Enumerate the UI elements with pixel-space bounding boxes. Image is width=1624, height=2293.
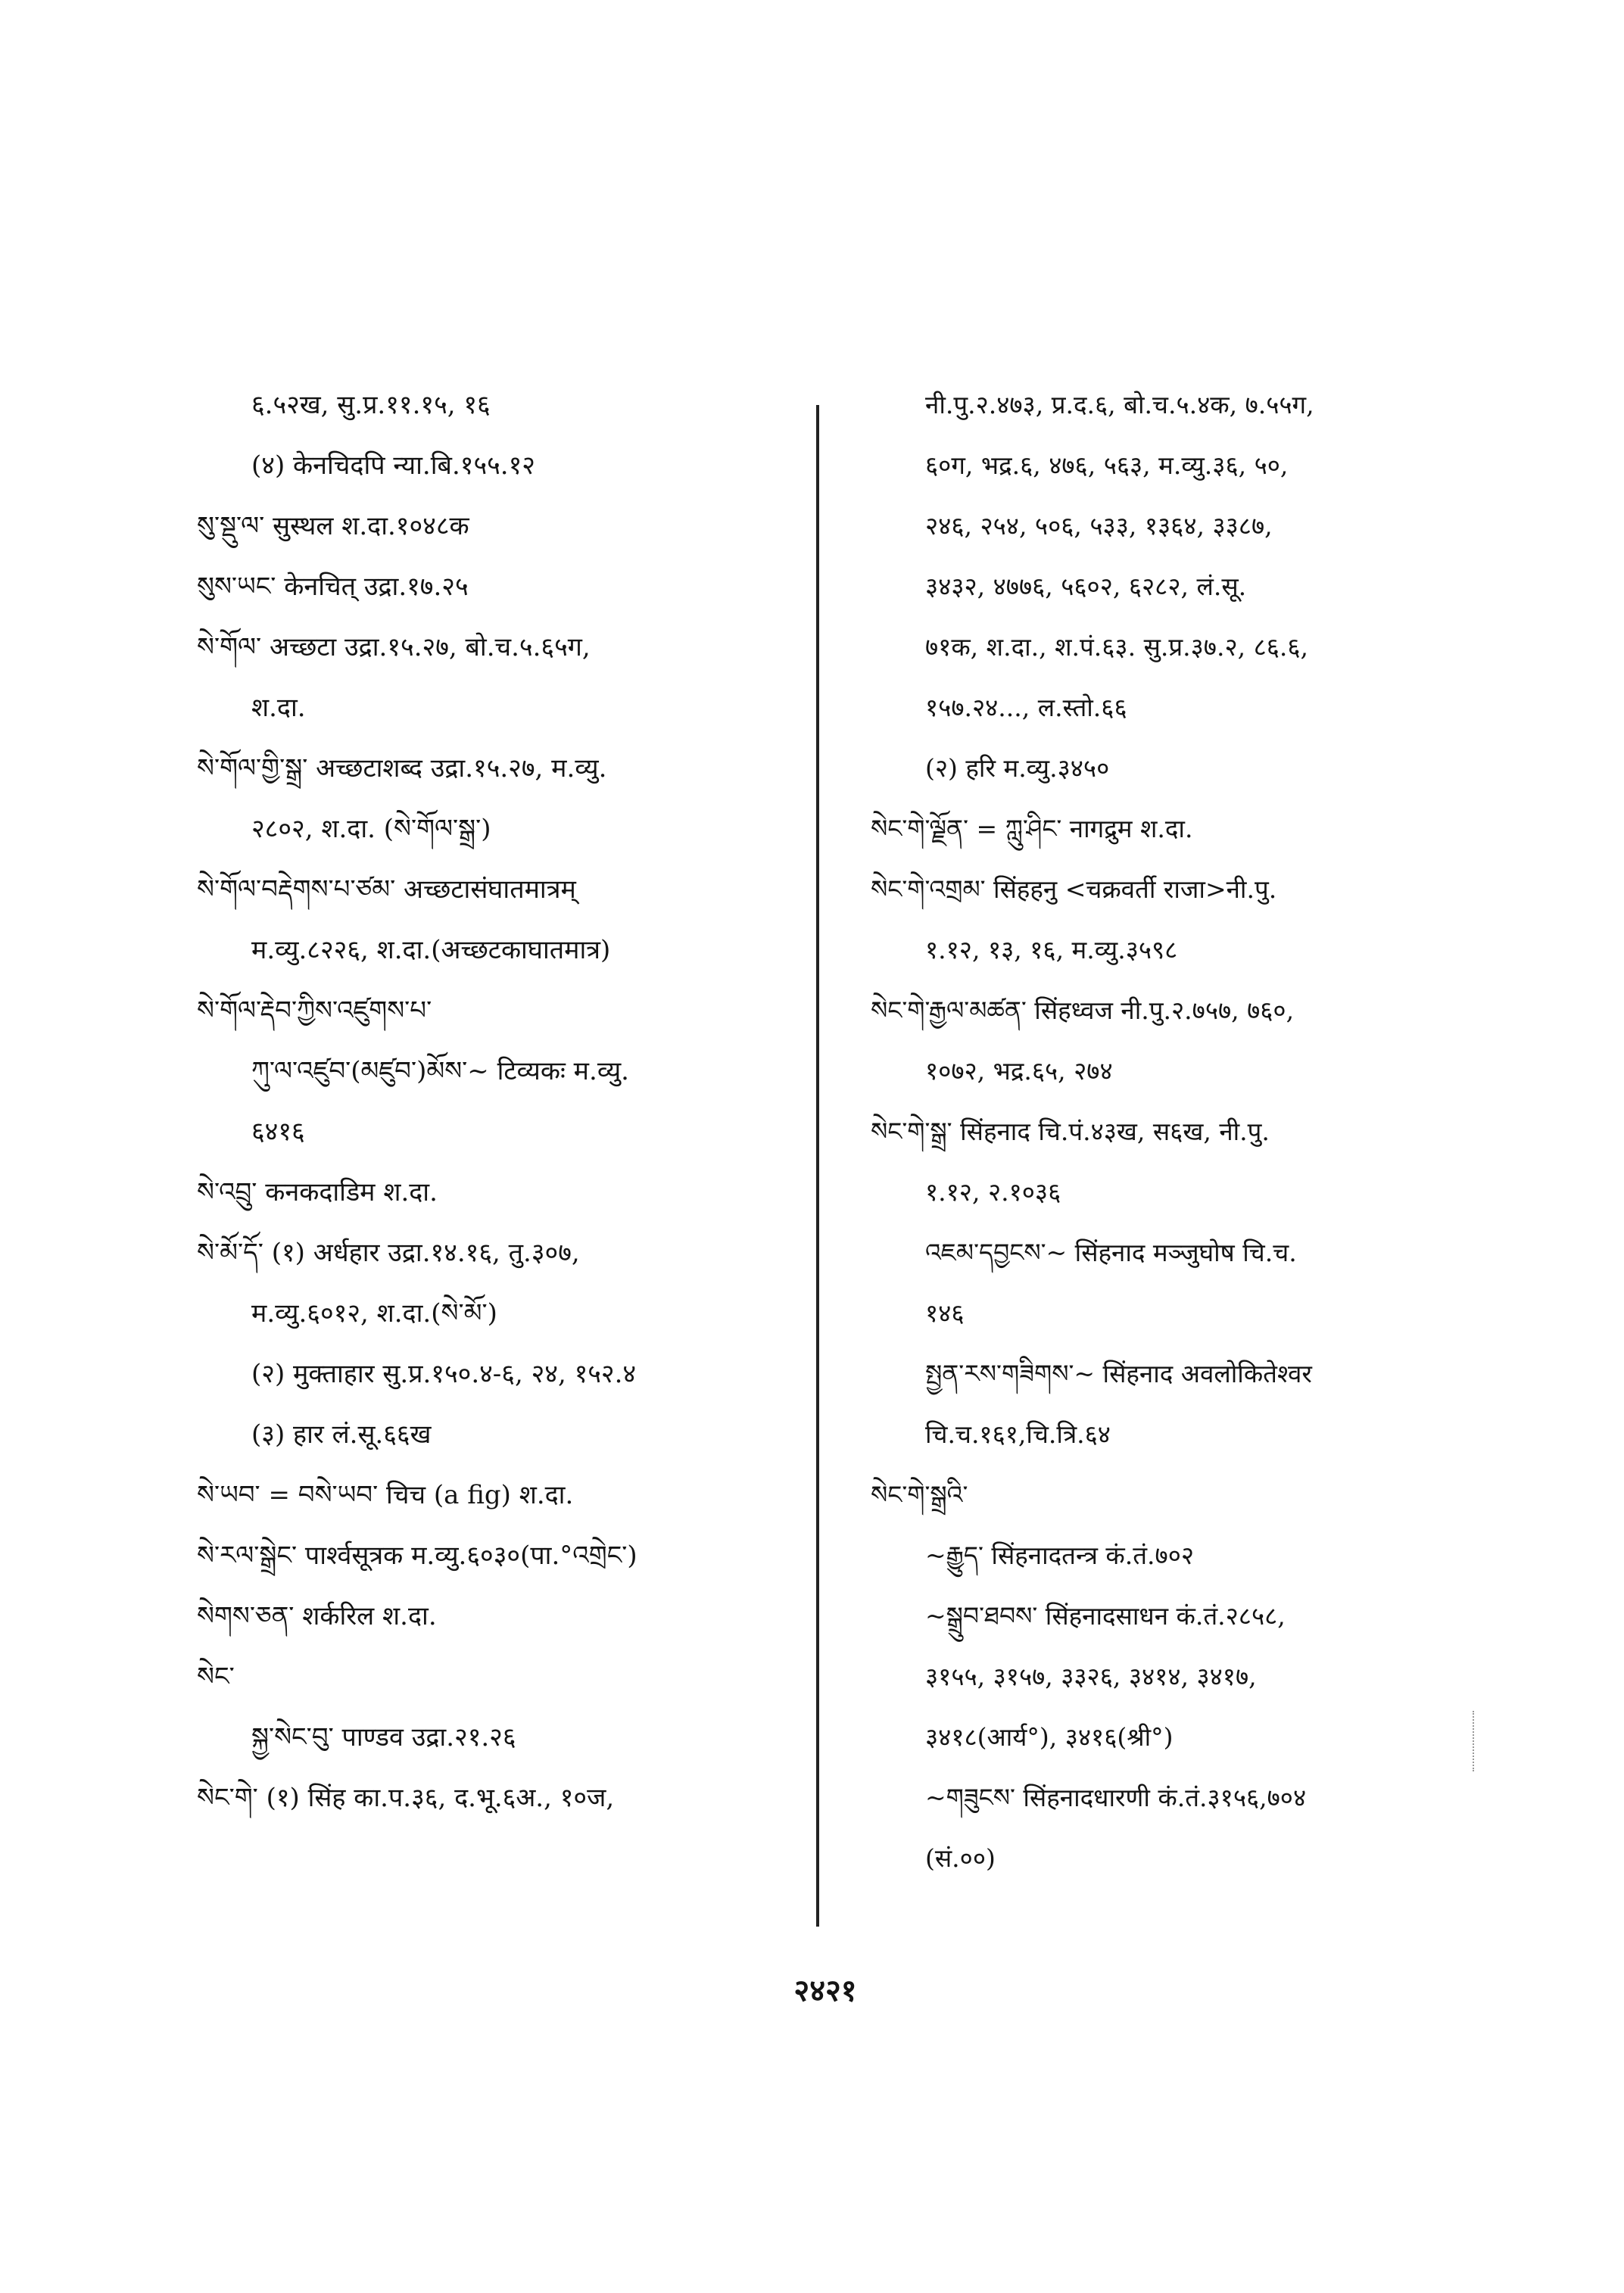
- entry-line: ~སྒྲུབ་ཐབས་ सिंहनादसाधन कं.तं.२८५८,: [925, 1601, 1286, 1631]
- entry-line: སུས་ཡང་ केनचित् उद्रा.१७.२५: [197, 572, 469, 602]
- entry-line: १५७.२४..., ल.स्तो.६६: [925, 693, 1127, 722]
- entry-line: १०७२, भद्र.६५, २७४: [925, 1056, 1113, 1086]
- entry-line: སེ་གོལ་ अच्छटा उद्रा.१५.२७, बो.च.५.६५ग,: [197, 632, 591, 662]
- entry-line: (४) केनचिदपि न्या.बि.१५५.१२: [251, 450, 535, 481]
- entry-line: ३१५५, ३१५७, ३३२६, ३४१४, ३४१७,: [925, 1662, 1257, 1691]
- entry-line: ३४१८(आर्य°), ३४१६(श्री°): [925, 1722, 1174, 1752]
- entry-line: སེ་ཡབ་ = བསེ་ཡབ་ चिच (a fig) श.दा.: [197, 1480, 574, 1510]
- entry-line: ६४१६: [251, 1117, 305, 1147]
- entry-line: म.व्यु.६०१२, श.दा.(སེ་མོ་): [251, 1298, 497, 1329]
- entry-line: १.१२, २.१०३६: [925, 1177, 1061, 1207]
- entry-line: श.दा.: [251, 693, 306, 723]
- page-number: २४२१: [793, 1974, 857, 2008]
- entry-line: १४६: [925, 1298, 965, 1328]
- entry-line: སེང་གེ་འགྲམ་ सिंहहनु <चक्रवर्ती राजा>नी.पु.: [871, 874, 1277, 904]
- entry-line: སེང་གེ་སྒྲའི་: [871, 1480, 968, 1509]
- entry-line: १.१२, १३, १६, म.व्यु.३५९८: [925, 935, 1178, 964]
- entry-line: སེང་གེ་སྒྲ་ सिंहनाद चि.पं.४३ख, स६ख, नी.पु.: [871, 1117, 1270, 1146]
- entry-line: སེང་: [197, 1662, 235, 1692]
- entry-line: སེ་མོ་དོ་ (१) अर्धहार उद्रा.१४.१६, तु.३०७,: [197, 1238, 580, 1268]
- entry-line: ६०ग, भद्र.६, ४७६, ५६३, म.व्यु.३६, ५०,: [925, 450, 1289, 480]
- entry-line: म.व्यु.८२२६, श.दा.(अच्छटकाघातमात्र): [251, 935, 611, 965]
- entry-line: སེ་རལ་སྒྲེང་ पार्श्वसूत्रक म.व्यु.६०३०(पा.°འགྲེང་): [197, 1541, 637, 1571]
- entry-line: नी.पु.२.४७३, प्र.द.६, बो.च.५.४क, ७.५५ग,: [925, 390, 1314, 419]
- entry-line: ~གཟུངས་ सिंहनादधारणी कं.तं.३१५६,७०४: [925, 1783, 1307, 1812]
- column-divider: [816, 405, 819, 1927]
- entry-line: འཇམ་དབྱངས་~ सिंहनाद मञ्जुघोष चि.च.: [925, 1238, 1297, 1267]
- entry-line: ३४३२, ४७७६, ५६०२, ६२८२, लं.सू.: [925, 572, 1247, 601]
- entry-line: (२) हरि म.व्यु.३४५०: [925, 753, 1110, 783]
- entry-line: སེང་གེ་ལྗོན་ = ཀླུ་ཤིང་ नागद्रुम श.दा.: [871, 814, 1193, 843]
- entry-line: སྐྱ་སེང་བུ་ पाण्डव उद्रा.२१.२६: [251, 1722, 516, 1752]
- entry-line: ७१क, श.दा., श.पं.६३. सु.प्र.३७.२, ८६.६,: [925, 632, 1309, 662]
- right-column: [871, 375, 1461, 1889]
- entry-line: ཀུ་ལ་འཛུབ་(མཛུབ་)མོས་~ टिव्यकः म.व्यु.: [251, 1056, 629, 1086]
- entry-line: སུ་སྡུ་ལ་ सुस्थल श.दा.१०४८क: [197, 511, 469, 541]
- entry-line: (२) मुक्ताहार सु.प्र.१५०.४-६, २४, १५२.४: [251, 1359, 637, 1389]
- entry-line: २४६, २५४, ५०६, ५३३, १३६४, ३३८७,: [925, 511, 1273, 541]
- entry-line: སེ་གོལ་གྱི་སྒྲ་ अच्छटाशब्द उद्रा.१५.२७, म.व्यु.: [197, 753, 607, 784]
- entry-line: སེགས་ཅན་ शर्करिल श.दा.: [197, 1601, 437, 1631]
- entry-line: སེ་འབྲུ་ कनकदाडिम श.दा.: [197, 1177, 438, 1207]
- entry-line: སེང་གེ་རྒྱལ་མཚན་ सिंहध्वज नी.पु.२.७५७, ७६०,: [871, 995, 1295, 1025]
- entry-line: चि.च.१६१,चि.त्रि.६४: [925, 1419, 1111, 1449]
- entry-line: སེ་གོལ་བརྡེགས་པ་ཙམ་ अच्छटासंघातमात्रम्: [197, 874, 576, 905]
- entry-line: སེ་གོལ་རྡེབ་ཀྱིས་འཛུགས་པ་: [197, 995, 432, 1026]
- entry-line: ~རྒྱུད་ सिंहनादतन्त्र कं.तं.७०२: [925, 1541, 1195, 1570]
- entry-line: སེང་གེ་ (१) सिंह का.प.३६, द.भू.६अ., १०ज,: [197, 1783, 615, 1813]
- entry-line: (सं.००): [925, 1843, 996, 1873]
- margin-mark: [1473, 1711, 1476, 1771]
- left-column: [197, 375, 818, 1828]
- entry-line: སྤྱན་རས་གཟིགས་~ सिंहनाद अवलोकितेश्वर: [925, 1359, 1312, 1388]
- entry-line: ६.५२ख, सु.प्र.११.१५, १६: [251, 390, 491, 420]
- entry-line: २८०२, श.दा. (སེ་གོལ་སྒྲ་): [251, 814, 491, 844]
- entry-line: (३) हार लं.सू.६६ख: [251, 1419, 432, 1450]
